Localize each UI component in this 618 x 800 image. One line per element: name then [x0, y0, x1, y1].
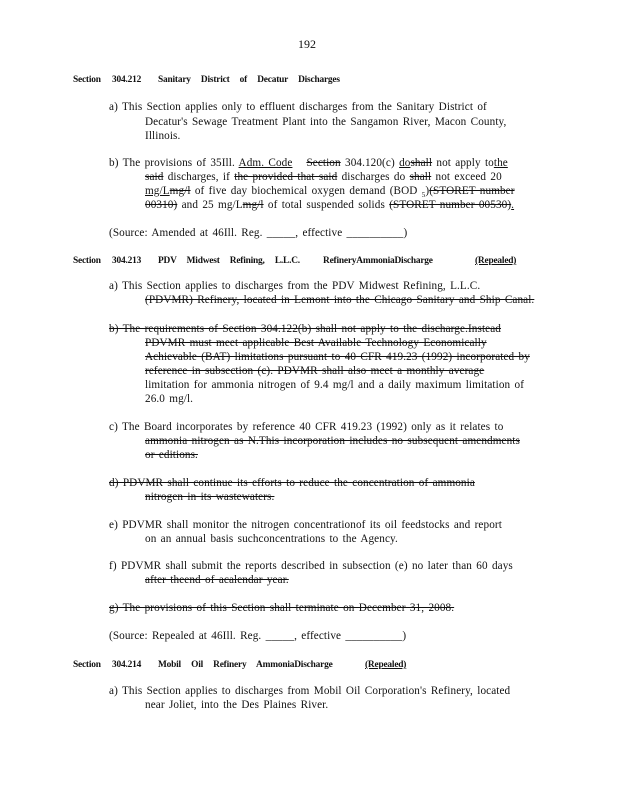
s213-a-line1: a) This Section applies to discharges from the PDV Midwest Refining, L.L.C. [109, 280, 481, 292]
section-label: Section [73, 660, 101, 670]
s213-b-line2: PDVMR must meet applicable Best Available Technology Economically [145, 337, 487, 349]
s213-d-line2: nitrogen in its wastewaters. [145, 491, 275, 503]
s213-c-line2: ammonia nitrogen as N.This incorporation includes no subsequent amendments [145, 435, 520, 447]
section-title-continued: RefineryAmmoniaDischarge [323, 256, 433, 266]
s212-a-line1: a) This Section applies only to effluent discharges from the Sanitary District of [109, 101, 487, 113]
section-number: 304.214 [112, 660, 142, 670]
s212-a-line3: Illinois. [145, 130, 181, 142]
s213-e-line2: on an annual basis suchconcentrations to the Agency. [145, 533, 398, 545]
section-number: 304.212 [112, 75, 142, 85]
section-title: Sanitary District of Decatur Discharges [158, 75, 340, 85]
s213-b-line1: b) The requirements of Section 304.122(b) shall not apply to the discharge.Instead [109, 323, 501, 335]
section-label: Section [73, 75, 101, 85]
s212-a-line2: Decatur's Sewage Treatment Plant into the Sangamon River, Macon County, [145, 116, 507, 128]
s212-b-line4: 00310) and 25 mg/Lmg/l of total suspended solids (STORET number 00530). [145, 199, 515, 211]
s212-b-line3: mg/Lmg/l of five day biochemical oxygen demand (BOD $_5$)(STORET number [145, 185, 515, 200]
s213-c-line1: c) The Board incorporates by reference 40 CFR 419.23 (1992) only as it relates to [109, 421, 504, 433]
s213-source: (Source: Repealed at 46Ill. Reg. _____, effective __________) [109, 630, 407, 642]
s213-d-line1: d) PDVMR shall continue its efforts to reduce the concentration of ammonia [109, 477, 475, 489]
section-title: PDV Midwest Refining, L.L.C. [158, 256, 300, 266]
s213-e-line1: e) PDVMR shall monitor the nitrogen concentrationof its oil feedstocks and report [109, 519, 502, 531]
s212-b-line1: b) The provisions of 35Ill. Adm. Code Section 304.120(c) doshall not apply tothe [109, 157, 508, 169]
s213-b-line5: limitation for ammonia nitrogen of 9.4 mg/l and a daily maximum limitation of [145, 379, 525, 391]
s213-f-line2: after theend of acalendar year. [145, 574, 289, 586]
s213-b-line3: Achievable (BAT) limitations pursuant to 40 CFR 419.23 (1992) incorporated by [145, 351, 530, 363]
s213-b-line4: reference in subsection (c). PDVMR shall also meet a monthly average [145, 365, 485, 377]
repealed-marker: (Repealed) [475, 256, 517, 266]
section-number: 304.213 [112, 256, 142, 266]
s213-g-line1: g) The provisions of this Section shall terminate on December 31, 2008. [109, 602, 455, 614]
s212-source: (Source: Amended at 46Ill. Reg. _____, effective __________) [109, 227, 408, 239]
s212-b-line2: said discharges, if the provided that said discharges do shall not exceed 20 [145, 171, 502, 183]
s213-b-line6: 26.0 mg/l. [145, 393, 194, 405]
s213-a-line2: (PDVMR) Refinery, located in Lemont into the Chicago Sanitary and Ship Canal. [145, 294, 535, 306]
section-title: Mobil Oil Refinery AmmoniaDischarge [158, 660, 333, 670]
s213-c-line3: or editions. [145, 449, 198, 461]
page-number: 192 [298, 37, 316, 51]
s213-f-line1: f) PDVMR shall submit the reports described in subsection (e) no later than 60 days [109, 560, 513, 572]
repealed-marker: (Repealed) [365, 660, 407, 670]
s214-a-line2: near Joliet, into the Des Plaines River. [145, 699, 329, 711]
s214-a-line1: a) This Section applies to discharges from Mobil Oil Corporation's Refinery, located [109, 685, 511, 697]
section-label: Section [73, 256, 101, 266]
